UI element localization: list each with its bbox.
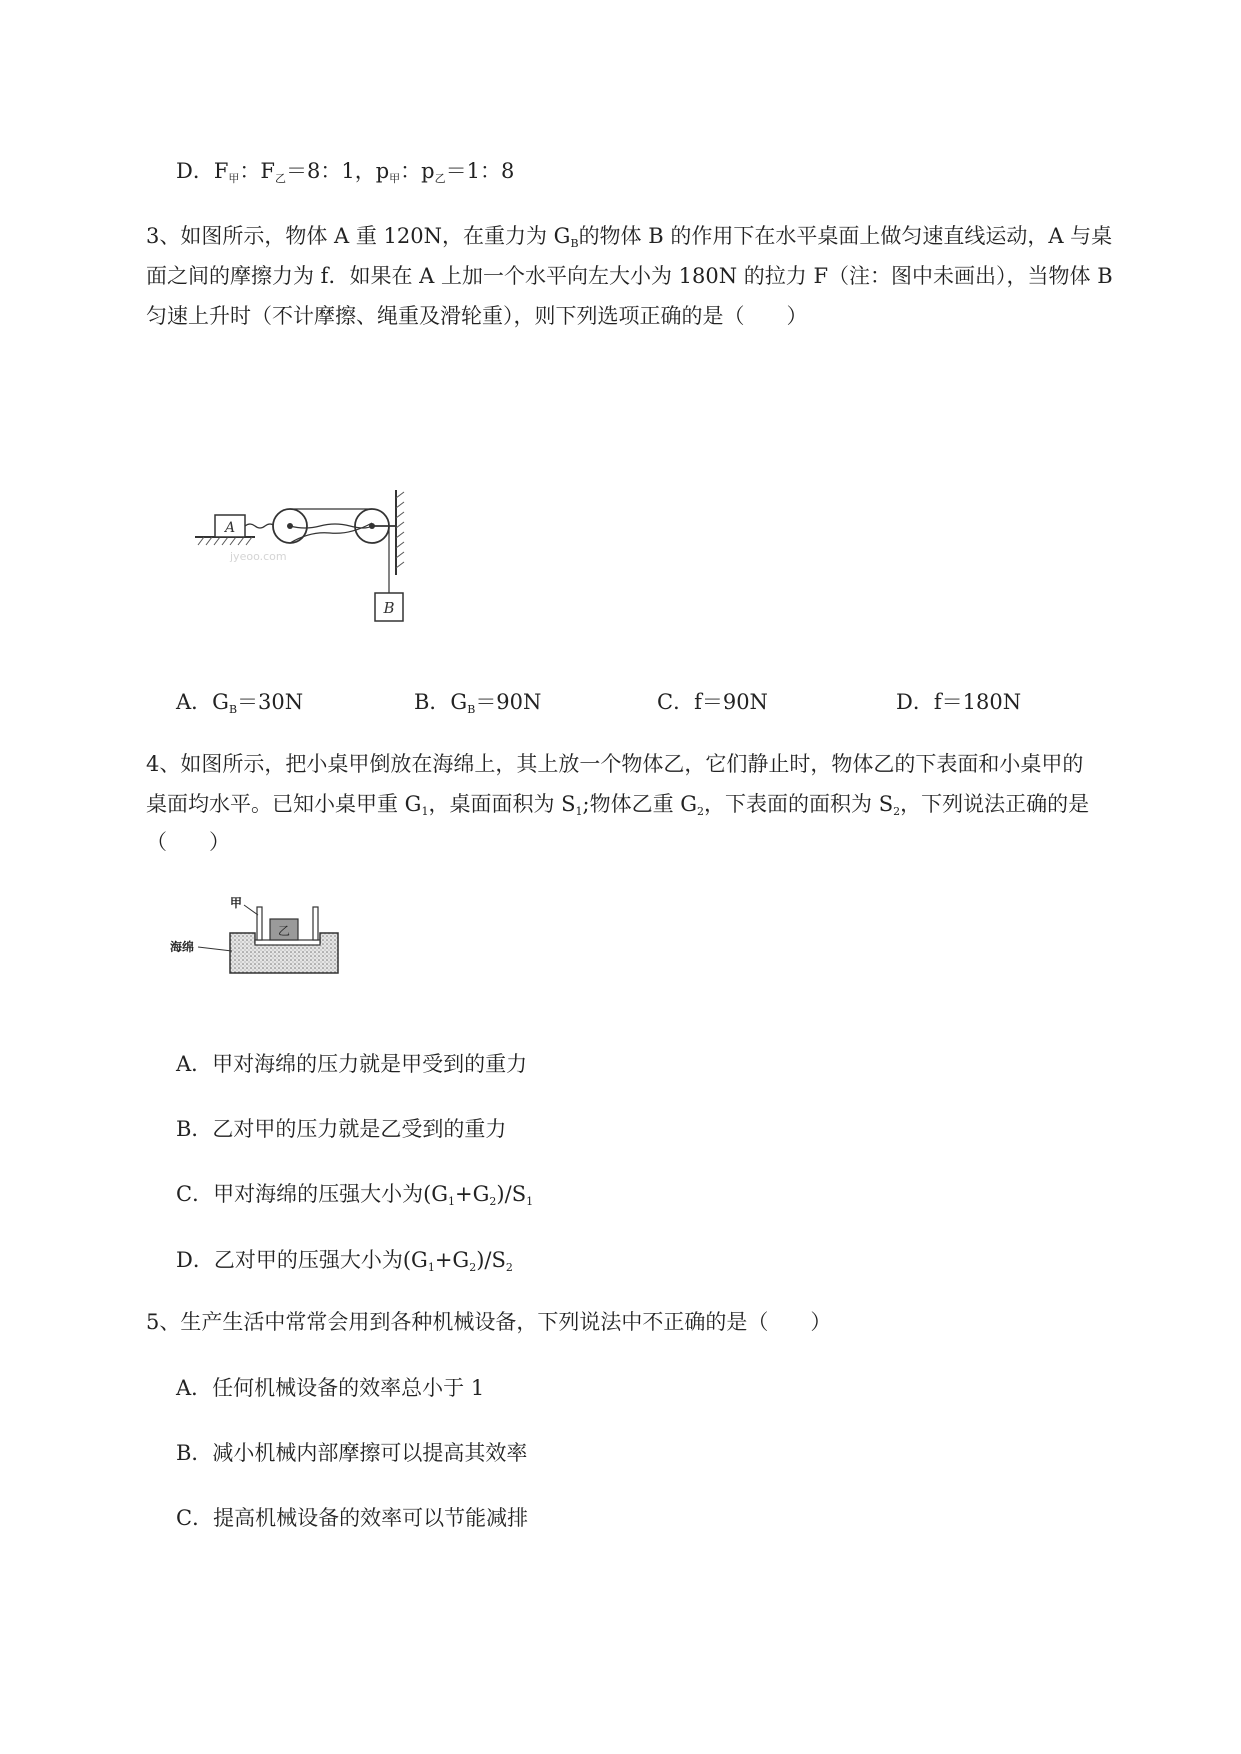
pulley-figure [190, 490, 450, 630]
q3-option-d: D．f＝180N [896, 690, 1022, 714]
q3-stem-line-2: 面之间的摩擦力为 f．如果在 A 上加一个水平向左大小为 180N 的拉力 F（注：图中未画出），当物体 B [146, 264, 1113, 288]
table-leg-left [257, 907, 262, 940]
table-hatch [198, 537, 252, 545]
sponge-label: 海绵 [170, 940, 195, 954]
q4-option-a: A．甲对海绵的压力就是甲受到的重力 [176, 1052, 528, 1076]
q4-option-d: D．乙对甲的压强大小为$(G_1+G_2)/S_2$ [176, 1248, 513, 1274]
q4-stem-line-2: 桌面均水平。已知小桌甲重 $G_1$，桌面面积为 $S_1$;物体乙重 $G_2$，下表面的面积为 $S_2$，下列说法正确的是 [146, 792, 1090, 818]
q3-stem-line-1: 3、如图所示，物体 A 重 120N，在重力为 $G_B$的物体 B 的作用下在水平桌面上做匀速直线运动，A 与桌 [146, 224, 1113, 250]
q3-option-b: B．$G_B=90N$ [414, 690, 542, 716]
q5-option-b: B．减小机械内部摩擦可以提高其效率 [176, 1441, 528, 1465]
q4-stem-line-3: （ ） [146, 830, 230, 854]
q4-option-c: C．甲对海绵的压强大小为$(G_1+G_2)/S_1$ [176, 1182, 534, 1208]
q5-option-a: A．任何机械设备的效率总小于 1 [176, 1376, 485, 1400]
q5-option-c: C．提高机械设备的效率可以节能减排 [176, 1506, 529, 1530]
q3-stem-line-3: 匀速上升时（不计摩擦、绳重及滑轮重），则下列选项正确的是（ ） [146, 304, 808, 328]
wall-hatch [396, 492, 404, 568]
q4-option-b: B．乙对甲的压力就是乙受到的重力 [176, 1117, 507, 1141]
table-jia-label: 甲 [230, 896, 243, 910]
q2-option-d: D．$F_甲$：$F_乙=8$：1，$p_甲$：$p_乙=1$：8 [176, 159, 515, 185]
watermark: jyeoo.com [230, 550, 287, 563]
q3-option-a: A．$G_B=30N$ [176, 690, 304, 716]
q5-stem: 5、生产生活中常常会用到各种机械设备，下列说法中不正确的是（ ） [146, 1310, 832, 1334]
block-b-label: B [383, 599, 395, 617]
block-a-label: A [224, 520, 236, 536]
object-yi-label: 乙 [277, 924, 291, 938]
q3-option-c: C．f＝90N [657, 690, 768, 714]
sponge-figure [170, 895, 350, 980]
q4-stem-line-1: 4、如图所示，把小桌甲倒放在海绵上，其上放一个物体乙，它们静止时，物体乙的下表面和小桌甲的 [146, 752, 1084, 776]
table-leg-right [313, 907, 318, 940]
table-top [255, 940, 320, 945]
